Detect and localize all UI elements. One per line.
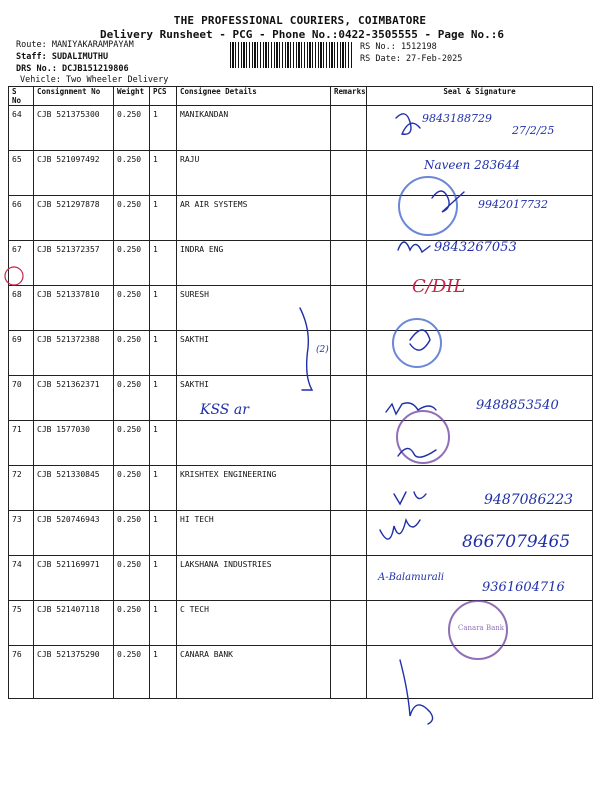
handwritten-note: C/DIL <box>412 276 466 297</box>
col-consignee: Consignee Details <box>177 87 331 106</box>
table-row <box>9 331 593 376</box>
cell-weight: 0.250 <box>114 106 150 151</box>
col-weight: Weight <box>114 87 150 106</box>
cell-consignment: CJB 521169971 <box>34 556 114 601</box>
company-title: THE PROFESSIONAL COURIERS, COIMBATORE <box>173 14 427 27</box>
route-label: Route: MANIYAKARAMPAYAM <box>16 40 134 50</box>
runsheet-title: Delivery Runsheet - PCG - Phone No.:0422-3505555 - Page No.:6 <box>100 28 504 41</box>
rs-date: RS Date: 27-Feb-2025 <box>360 54 463 64</box>
cell-consignment: CJB 521372357 <box>34 241 114 286</box>
cell-weight: 0.250 <box>114 511 150 556</box>
rs-number: RS No.: 1512198 <box>360 42 437 52</box>
cell-sno: 73 <box>9 511 34 556</box>
drs-number: DRS No.: DCJB151219806 <box>16 64 129 74</box>
cell-sno: 64 <box>9 106 34 151</box>
cell-pcs: 1 <box>150 241 177 286</box>
cell-consignee: SURESH <box>177 286 331 331</box>
cell-weight: 0.250 <box>114 421 150 466</box>
cell-pcs: 1 <box>150 556 177 601</box>
handwritten-number: 9361604716 <box>482 580 565 595</box>
cell-weight: 0.250 <box>114 646 150 699</box>
cell-sno: 69 <box>9 331 34 376</box>
cell-sno: 72 <box>9 466 34 511</box>
col-consignment: Consignment No <box>34 87 114 106</box>
cell-consignee: SAKTHI <box>177 376 331 421</box>
cell-sno: 68 <box>9 286 34 331</box>
cell-consignee: RAJU <box>177 151 331 196</box>
cell-consignee: CANARA BANK <box>177 646 331 699</box>
table-row <box>9 286 593 331</box>
col-sno: S No <box>9 87 34 106</box>
cell-remarks <box>331 151 367 196</box>
cell-consignee: HI TECH <box>177 511 331 556</box>
cell-pcs: 1 <box>150 151 177 196</box>
cell-consignment: CJB 521097492 <box>34 151 114 196</box>
cell-consignee: INDRA ENG <box>177 241 331 286</box>
cell-consignee: LAKSHANA INDUSTRIES <box>177 556 331 601</box>
cell-pcs: 1 <box>150 286 177 331</box>
delivery-stamp <box>396 410 450 464</box>
handwritten-number: 9843188729 <box>422 112 492 125</box>
handwritten-mark: (2) <box>316 345 329 355</box>
col-signature: Seal & Signature <box>367 87 593 106</box>
cell-sno: 66 <box>9 196 34 241</box>
col-remarks: Remarks <box>331 87 367 106</box>
cell-weight: 0.250 <box>114 601 150 646</box>
cell-pcs: 1 <box>150 421 177 466</box>
cell-pcs: 1 <box>150 376 177 421</box>
cell-consignment: CJB 521372388 <box>34 331 114 376</box>
table-row <box>9 646 593 699</box>
cell-remarks <box>331 646 367 699</box>
cell-remarks <box>331 466 367 511</box>
cell-sno: 65 <box>9 151 34 196</box>
cell-consignee: SAKTHI <box>177 331 331 376</box>
cell-consignment: CJB 521407118 <box>34 601 114 646</box>
cell-sno: 76 <box>9 646 34 699</box>
col-pcs: PCS <box>150 87 177 106</box>
cell-weight: 0.250 <box>114 151 150 196</box>
cell-consignee <box>177 421 331 466</box>
cell-weight: 0.250 <box>114 286 150 331</box>
table-header-row <box>9 87 593 106</box>
cell-sno: 67 <box>9 241 34 286</box>
handwritten-name: A-Balamurali <box>378 572 445 583</box>
cell-weight: 0.250 <box>114 466 150 511</box>
cell-remarks <box>331 601 367 646</box>
cell-consignee: MANIKANDAN <box>177 106 331 151</box>
cell-weight: 0.250 <box>114 376 150 421</box>
cell-remarks <box>331 241 367 286</box>
cell-pcs: 1 <box>150 106 177 151</box>
delivery-stamp <box>398 176 458 236</box>
cell-remarks <box>331 286 367 331</box>
cell-pcs: 1 <box>150 601 177 646</box>
cell-pcs: 1 <box>150 511 177 556</box>
handwritten-number: 9487086223 <box>484 492 574 508</box>
cell-sno: 70 <box>9 376 34 421</box>
cell-remarks <box>331 556 367 601</box>
handwritten-number: 9843267053 <box>434 240 517 255</box>
delivery-stamp <box>392 318 442 368</box>
barcode-image <box>230 42 352 68</box>
cell-consignment: CJB 1577030 <box>34 421 114 466</box>
cell-consignee: C TECH <box>177 601 331 646</box>
cell-remarks <box>331 421 367 466</box>
cell-consignee: AR AIR SYSTEMS <box>177 196 331 241</box>
cell-sno: 71 <box>9 421 34 466</box>
bank-stamp <box>448 600 508 660</box>
bank-stamp-text: Canara Bank <box>458 624 505 632</box>
handwritten-note: Naveen 283644 <box>424 158 520 172</box>
cell-consignment: CJB 521297878 <box>34 196 114 241</box>
handwritten-number: 9942017732 <box>478 198 548 211</box>
cell-remarks <box>331 376 367 421</box>
runsheet-table <box>8 86 593 699</box>
cell-sno: 74 <box>9 556 34 601</box>
table-row <box>9 106 593 151</box>
cell-remarks <box>331 196 367 241</box>
cell-consignment: CJB 521375290 <box>34 646 114 699</box>
cell-weight: 0.250 <box>114 556 150 601</box>
vehicle-label: Vehicle: Two Wheeler Delivery <box>20 75 169 85</box>
handwritten-date: 27/2/25 <box>512 124 555 137</box>
handwritten-consignee: KSS ar <box>200 402 249 418</box>
cell-pcs: 1 <box>150 331 177 376</box>
staff-label: Staff: SUDALIMUTHU <box>16 52 109 62</box>
handwritten-number: 8667079465 <box>462 532 571 552</box>
cell-remarks <box>331 511 367 556</box>
cell-consignment: CJB 521362371 <box>34 376 114 421</box>
cell-pcs: 1 <box>150 196 177 241</box>
cell-pcs: 1 <box>150 466 177 511</box>
cell-consignment: CJB 520746943 <box>34 511 114 556</box>
cell-consignee: KRISHTEX ENGINEERING <box>177 466 331 511</box>
cell-weight: 0.250 <box>114 331 150 376</box>
cell-remarks <box>331 331 367 376</box>
cell-weight: 0.250 <box>114 196 150 241</box>
table-row <box>9 421 593 466</box>
cell-sno: 75 <box>9 601 34 646</box>
cell-pcs: 1 <box>150 646 177 699</box>
cell-weight: 0.250 <box>114 241 150 286</box>
handwritten-number: 9488853540 <box>476 398 559 413</box>
cell-remarks <box>331 106 367 151</box>
cell-consignment: CJB 521330845 <box>34 466 114 511</box>
cell-consignment: CJB 521337810 <box>34 286 114 331</box>
cell-consignment: CJB 521375300 <box>34 106 114 151</box>
